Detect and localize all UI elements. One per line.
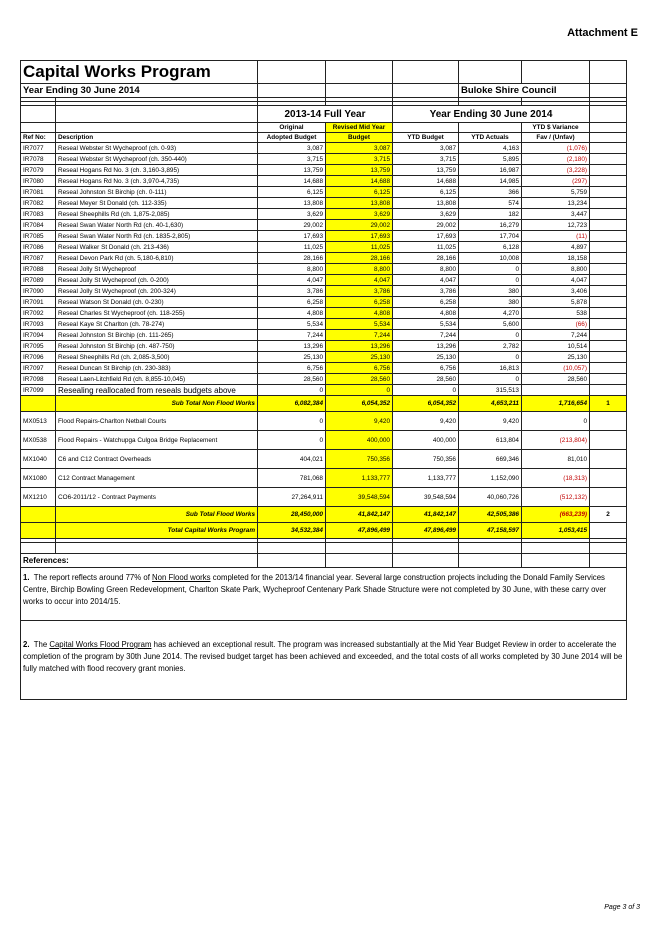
- var-cell: (11): [522, 231, 590, 242]
- capital-works-table: [20, 60, 627, 700]
- subtotal-ytd: 41,842,147: [393, 507, 459, 523]
- ref-cell: IR7092: [21, 308, 56, 319]
- desc-cell: Reseal Watson St Donald (ch. 0-230): [56, 297, 258, 308]
- var-cell: 18,158: [522, 253, 590, 264]
- var-cell: 81,010: [522, 450, 590, 469]
- ref-cell: IR7098: [21, 374, 56, 385]
- rev-cell: 3,786: [326, 286, 393, 297]
- rev-cell: 6,125: [326, 187, 393, 198]
- ytd-cell: 13,759: [393, 165, 459, 176]
- rev-cell: 3,087: [326, 143, 393, 154]
- reference-marker: 1: [590, 396, 627, 412]
- ytd-cell: 13,808: [393, 198, 459, 209]
- act-cell: 4,270: [459, 308, 522, 319]
- ytd-cell: 29,002: [393, 220, 459, 231]
- act-cell: 366: [459, 187, 522, 198]
- rev-cell: 400,000: [326, 431, 393, 450]
- reseal-row: [21, 143, 627, 154]
- orig-cell: 13,808: [258, 198, 326, 209]
- ytd-cell: 8,800: [393, 264, 459, 275]
- ytd-cell: 13,296: [393, 341, 459, 352]
- total-act: 47,158,597: [459, 523, 522, 539]
- desc-cell: C6 and C12 Contract Overheads: [56, 450, 258, 469]
- rev-cell: 28,560: [326, 374, 393, 385]
- var-cell: 3,406: [522, 286, 590, 297]
- ytd-cell: 17,693: [393, 231, 459, 242]
- total-rev: 47,896,499: [326, 523, 393, 539]
- act-cell: 0: [459, 264, 522, 275]
- reseal-row: [21, 319, 627, 330]
- desc-cell: Reseal Hogans Rd No. 3 (ch. 3,160-3,895): [56, 165, 258, 176]
- act-cell: 5,600: [459, 319, 522, 330]
- reseal-row: [21, 253, 627, 264]
- desc-cell: Reseal Hogans Rd No. 3 (ch. 3,970-4,735): [56, 176, 258, 187]
- flood-row: [21, 469, 627, 488]
- var-cell: 25,130: [522, 352, 590, 363]
- ref-cell: IR7097: [21, 363, 56, 374]
- orig-cell: 781,068: [258, 469, 326, 488]
- act-cell: 380: [459, 297, 522, 308]
- desc-cell: Reseal Jolly St Wycheproof (ch. 0-200): [56, 275, 258, 286]
- var-cell: 10,514: [522, 341, 590, 352]
- orig-cell: 3,786: [258, 286, 326, 297]
- reseal-row: [21, 154, 627, 165]
- ref-cell: MX1040: [21, 450, 56, 469]
- var-cell: (3,228): [522, 165, 590, 176]
- ref-cell: IR7078: [21, 154, 56, 165]
- reference-note-1: 1. The report reflects around 77% of Non Flood works completed for the 2013/14 financial year. Several large construction projects including the Donald Family Services Centre, Birchip Bowling Green Redevelopment, Charlton Skate Park, Wycheproof Centenary Park Shade Structure were not completed by 30 June, with these carry over works to occur into 2014/15.: [21, 568, 627, 621]
- ref-cell: IR7095: [21, 341, 56, 352]
- reseal-row: [21, 198, 627, 209]
- col-header-original-2: Adopted Budget: [258, 133, 326, 143]
- reference-marker: 2: [590, 507, 627, 523]
- ytd-cell: 0: [393, 385, 459, 396]
- orig-cell: 7,244: [258, 330, 326, 341]
- orig-cell: 13,759: [258, 165, 326, 176]
- ref-cell: IR7093: [21, 319, 56, 330]
- ref-cell: IR7084: [21, 220, 56, 231]
- orig-cell: 11,025: [258, 242, 326, 253]
- var-cell: (10,057): [522, 363, 590, 374]
- col-header-ytd-budget: YTD Budget: [393, 133, 459, 143]
- ytd-cell: 3,786: [393, 286, 459, 297]
- orig-cell: 4,808: [258, 308, 326, 319]
- ref-cell: MX1210: [21, 488, 56, 507]
- total-label: Total Capital Works Program: [56, 523, 258, 539]
- orig-cell: 17,693: [258, 231, 326, 242]
- rev-cell: 750,356: [326, 450, 393, 469]
- reseal-row: [21, 242, 627, 253]
- ytd-cell: 28,166: [393, 253, 459, 264]
- reseal-row: [21, 220, 627, 231]
- var-cell: (2,180): [522, 154, 590, 165]
- orig-cell: 5,534: [258, 319, 326, 330]
- ytd-cell: 6,756: [393, 363, 459, 374]
- page-subtitle: Year Ending 30 June 2014: [21, 84, 258, 98]
- ref-cell: IR7077: [21, 143, 56, 154]
- rev-cell: 1,133,777: [326, 469, 393, 488]
- reseal-row: [21, 363, 627, 374]
- rev-cell: 8,800: [326, 264, 393, 275]
- reseal-row: [21, 297, 627, 308]
- ref-cell: IR7089: [21, 275, 56, 286]
- desc-cell: Reseal Swan Water North Rd (ch. 40-1,630): [56, 220, 258, 231]
- ref-cell: IR7081: [21, 187, 56, 198]
- var-cell: (297): [522, 176, 590, 187]
- ytd-cell: 3,629: [393, 209, 459, 220]
- ytd-cell: 750,356: [393, 450, 459, 469]
- var-cell: 13,234: [522, 198, 590, 209]
- rev-cell: 17,693: [326, 231, 393, 242]
- reseal-row: [21, 165, 627, 176]
- ytd-cell: 400,000: [393, 431, 459, 450]
- act-cell: 613,804: [459, 431, 522, 450]
- col-header-revised-2: Budget: [326, 133, 393, 143]
- council-name: Buloke Shire Council: [459, 84, 590, 98]
- col-header-variance-1: YTD $ Variance: [522, 123, 590, 133]
- ref-cell: IR7091: [21, 297, 56, 308]
- subtotal-flood-row: [21, 507, 627, 523]
- flood-row: [21, 412, 627, 431]
- reseal-row: [21, 231, 627, 242]
- reseal-row: [21, 385, 627, 396]
- desc-cell: Reseal Walker St Donald (ch. 213-436): [56, 242, 258, 253]
- act-cell: 2,782: [459, 341, 522, 352]
- orig-cell: 27,264,911: [258, 488, 326, 507]
- reseal-row: [21, 209, 627, 220]
- desc-cell: Reseal Johnston St Birchip (ch. 487-750): [56, 341, 258, 352]
- desc-cell: Reseal Swan Water North Rd (ch. 1835-2,805): [56, 231, 258, 242]
- ref-cell: MX0538: [21, 431, 56, 450]
- rev-cell: 9,420: [326, 412, 393, 431]
- ytd-cell: 7,244: [393, 330, 459, 341]
- ytd-cell: 5,534: [393, 319, 459, 330]
- ref-cell: IR7080: [21, 176, 56, 187]
- var-cell: 5,878: [522, 297, 590, 308]
- act-cell: 669,346: [459, 450, 522, 469]
- orig-cell: 6,756: [258, 363, 326, 374]
- var-cell: 0: [522, 412, 590, 431]
- references-heading: References:: [21, 554, 258, 568]
- desc-cell: Reseal Duncan St Birchip (ch. 230-383): [56, 363, 258, 374]
- ytd-cell: 11,025: [393, 242, 459, 253]
- desc-cell: Reseal Devon Park Rd (ch. 5,180-6,810): [56, 253, 258, 264]
- reseal-row: [21, 308, 627, 319]
- ytd-cell: 14,688: [393, 176, 459, 187]
- var-cell: 8,800: [522, 264, 590, 275]
- act-cell: 16,987: [459, 165, 522, 176]
- ref-cell: IR7099: [21, 385, 56, 396]
- ref-cell: IR7083: [21, 209, 56, 220]
- rev-cell: 25,130: [326, 352, 393, 363]
- flood-row: [21, 488, 627, 507]
- subtotal-rev: 41,842,147: [326, 507, 393, 523]
- desc-cell: Resealing reallocated from reseals budgets above: [56, 385, 258, 396]
- reseal-row: [21, 176, 627, 187]
- page-title: Capital Works Program: [21, 61, 258, 84]
- attachment-label: Attachment E: [567, 27, 638, 39]
- ref-cell: IR7086: [21, 242, 56, 253]
- desc-cell: Flood Repairs-Charlton Netball Courts: [56, 412, 258, 431]
- var-cell: (18,313): [522, 469, 590, 488]
- act-cell: 0: [459, 275, 522, 286]
- ref-cell: IR7079: [21, 165, 56, 176]
- subtotal-var: 1,716,654: [522, 396, 590, 412]
- orig-cell: 4,047: [258, 275, 326, 286]
- reseal-row: [21, 352, 627, 363]
- reseal-row: [21, 374, 627, 385]
- orig-cell: 3,629: [258, 209, 326, 220]
- subtotal-non-flood-row: [21, 396, 627, 412]
- ref-cell: IR7094: [21, 330, 56, 341]
- ref-cell: MX0513: [21, 412, 56, 431]
- subtotal-label: Sub Total Flood Works: [56, 507, 258, 523]
- ytd-cell: 39,548,594: [393, 488, 459, 507]
- reseal-row: [21, 341, 627, 352]
- orig-cell: 0: [258, 385, 326, 396]
- orig-cell: 0: [258, 431, 326, 450]
- act-cell: 0: [459, 330, 522, 341]
- ytd-cell: 4,047: [393, 275, 459, 286]
- ref-cell: IR7088: [21, 264, 56, 275]
- subtotal-act: 42,505,386: [459, 507, 522, 523]
- ytd-cell: 6,258: [393, 297, 459, 308]
- orig-cell: 29,002: [258, 220, 326, 231]
- desc-cell: Flood Repairs - Watchupga Culgoa Bridge Replacement: [56, 431, 258, 450]
- act-cell: 14,985: [459, 176, 522, 187]
- rev-cell: 7,244: [326, 330, 393, 341]
- group-header-ytd: Year Ending 30 June 2014: [393, 106, 590, 123]
- subtotal-rev: 6,054,352: [326, 396, 393, 412]
- var-cell: 28,560: [522, 374, 590, 385]
- desc-cell: Reseal Jolly St Wycheproof (ch. 200-324): [56, 286, 258, 297]
- reseal-row: [21, 330, 627, 341]
- total-orig: 34,532,384: [258, 523, 326, 539]
- var-cell: 4,047: [522, 275, 590, 286]
- orig-cell: 404,021: [258, 450, 326, 469]
- desc-cell: Reseal Johnston St Birchip (ch. 111-265): [56, 330, 258, 341]
- var-cell: 7,244: [522, 330, 590, 341]
- reference-note-2: 2. The Capital Works Flood Program has achieved an exceptional result. The program was increased substantially at the Mid Year Budget Review in order to accelerate the completion of the program by 30th June 2014. The revised budget target has been achieved and exceeded, and the total costs of all works completed by 30 June 2014 will be fully matched with flood recovery grant monies.: [21, 621, 627, 700]
- var-cell: 12,723: [522, 220, 590, 231]
- ref-cell: IR7087: [21, 253, 56, 264]
- ref-cell: IR7090: [21, 286, 56, 297]
- act-cell: 380: [459, 286, 522, 297]
- group-header-full-year: 2013-14 Full Year: [258, 106, 393, 123]
- var-cell: 4,897: [522, 242, 590, 253]
- var-cell: (1,076): [522, 143, 590, 154]
- act-cell: 0: [459, 352, 522, 363]
- act-cell: 1,152,090: [459, 469, 522, 488]
- var-cell: (213,804): [522, 431, 590, 450]
- rev-cell: 13,296: [326, 341, 393, 352]
- act-cell: 17,704: [459, 231, 522, 242]
- act-cell: 16,813: [459, 363, 522, 374]
- desc-cell: Reseal Johnston St Birchip (ch. 0-111): [56, 187, 258, 198]
- desc-cell: Reseal Sheephills Rd (ch. 2,085-3,500): [56, 352, 258, 363]
- subtotal-label: Sub Total Non Flood Works: [56, 396, 258, 412]
- desc-cell: Reseal Webster St Wycheproof (ch. 0-93): [56, 143, 258, 154]
- desc-cell: Reseal Webster St Wycheproof (ch. 350-440): [56, 154, 258, 165]
- col-header-original-1: Original: [258, 123, 326, 133]
- subtotal-var: (663,239): [522, 507, 590, 523]
- act-cell: 0: [459, 374, 522, 385]
- var-cell: [522, 385, 590, 396]
- var-cell: 5,759: [522, 187, 590, 198]
- rev-cell: 14,688: [326, 176, 393, 187]
- desc-cell: Reseal Jolly St Wycheproof: [56, 264, 258, 275]
- flood-row: [21, 431, 627, 450]
- subtotal-ytd: 6,054,352: [393, 396, 459, 412]
- ref-cell: IR7085: [21, 231, 56, 242]
- desc-cell: Reseal Sheephills Rd (ch. 1,875-2,085): [56, 209, 258, 220]
- rev-cell: 13,759: [326, 165, 393, 176]
- act-cell: 574: [459, 198, 522, 209]
- orig-cell: 3,715: [258, 154, 326, 165]
- ytd-cell: 3,715: [393, 154, 459, 165]
- act-cell: 315,513: [459, 385, 522, 396]
- ref-cell: IR7082: [21, 198, 56, 209]
- ytd-cell: 9,420: [393, 412, 459, 431]
- rev-cell: 3,629: [326, 209, 393, 220]
- rev-cell: 5,534: [326, 319, 393, 330]
- total-row: [21, 523, 627, 539]
- act-cell: 4,163: [459, 143, 522, 154]
- total-ytd: 47,896,499: [393, 523, 459, 539]
- orig-cell: 14,688: [258, 176, 326, 187]
- ytd-cell: 3,087: [393, 143, 459, 154]
- rev-cell: 6,756: [326, 363, 393, 374]
- orig-cell: 25,130: [258, 352, 326, 363]
- total-var: 1,053,415: [522, 523, 590, 539]
- subtotal-orig: 6,082,384: [258, 396, 326, 412]
- orig-cell: 6,258: [258, 297, 326, 308]
- orig-cell: 13,296: [258, 341, 326, 352]
- page-footer: Page 3 of 3: [604, 904, 640, 911]
- rev-cell: 13,808: [326, 198, 393, 209]
- reseal-row: [21, 264, 627, 275]
- flood-row: [21, 450, 627, 469]
- desc-cell: C12 Contract Management: [56, 469, 258, 488]
- ytd-cell: 25,130: [393, 352, 459, 363]
- subtotal-act: 4,653,211: [459, 396, 522, 412]
- act-cell: 16,279: [459, 220, 522, 231]
- rev-cell: 3,715: [326, 154, 393, 165]
- subtotal-orig: 28,450,000: [258, 507, 326, 523]
- act-cell: 40,060,726: [459, 488, 522, 507]
- rev-cell: 4,047: [326, 275, 393, 286]
- orig-cell: 6,125: [258, 187, 326, 198]
- col-header-variance-2: Fav / (Unfav): [522, 133, 590, 143]
- act-cell: 5,895: [459, 154, 522, 165]
- act-cell: 182: [459, 209, 522, 220]
- desc-cell: Reseal Meyer St Donald (ch. 112-335): [56, 198, 258, 209]
- orig-cell: 0: [258, 412, 326, 431]
- ytd-cell: 28,560: [393, 374, 459, 385]
- rev-cell: 39,548,594: [326, 488, 393, 507]
- rev-cell: 11,025: [326, 242, 393, 253]
- ref-cell: MX1080: [21, 469, 56, 488]
- col-header-revised-1: Revised Mid Year: [326, 123, 393, 133]
- act-cell: 6,128: [459, 242, 522, 253]
- var-cell: 538: [522, 308, 590, 319]
- ytd-cell: 6,125: [393, 187, 459, 198]
- rev-cell: 4,808: [326, 308, 393, 319]
- ytd-cell: 4,808: [393, 308, 459, 319]
- ytd-cell: 1,133,777: [393, 469, 459, 488]
- rev-cell: 28,166: [326, 253, 393, 264]
- rev-cell: 0: [326, 385, 393, 396]
- desc-cell: Reseal Kaye St Charlton (ch. 78-274): [56, 319, 258, 330]
- desc-cell: CO6-2011/12 - Contract Payments: [56, 488, 258, 507]
- reseal-row: [21, 286, 627, 297]
- rev-cell: 29,002: [326, 220, 393, 231]
- orig-cell: 8,800: [258, 264, 326, 275]
- reseal-row: [21, 187, 627, 198]
- orig-cell: 28,560: [258, 374, 326, 385]
- var-cell: (66): [522, 319, 590, 330]
- desc-cell: Reseal Laen-Litchfield Rd (ch. 8,855-10,045): [56, 374, 258, 385]
- col-header-ref: Ref No:: [21, 133, 56, 143]
- col-header-ytd-actuals: YTD Actuals: [459, 133, 522, 143]
- reseal-row: [21, 275, 627, 286]
- var-cell: (512,132): [522, 488, 590, 507]
- orig-cell: 3,087: [258, 143, 326, 154]
- orig-cell: 28,166: [258, 253, 326, 264]
- act-cell: 10,008: [459, 253, 522, 264]
- rev-cell: 6,258: [326, 297, 393, 308]
- desc-cell: Reseal Charles St Wycheproof (ch. 118-255): [56, 308, 258, 319]
- act-cell: 9,420: [459, 412, 522, 431]
- ref-cell: IR7096: [21, 352, 56, 363]
- col-header-description: Description: [56, 133, 258, 143]
- var-cell: 3,447: [522, 209, 590, 220]
